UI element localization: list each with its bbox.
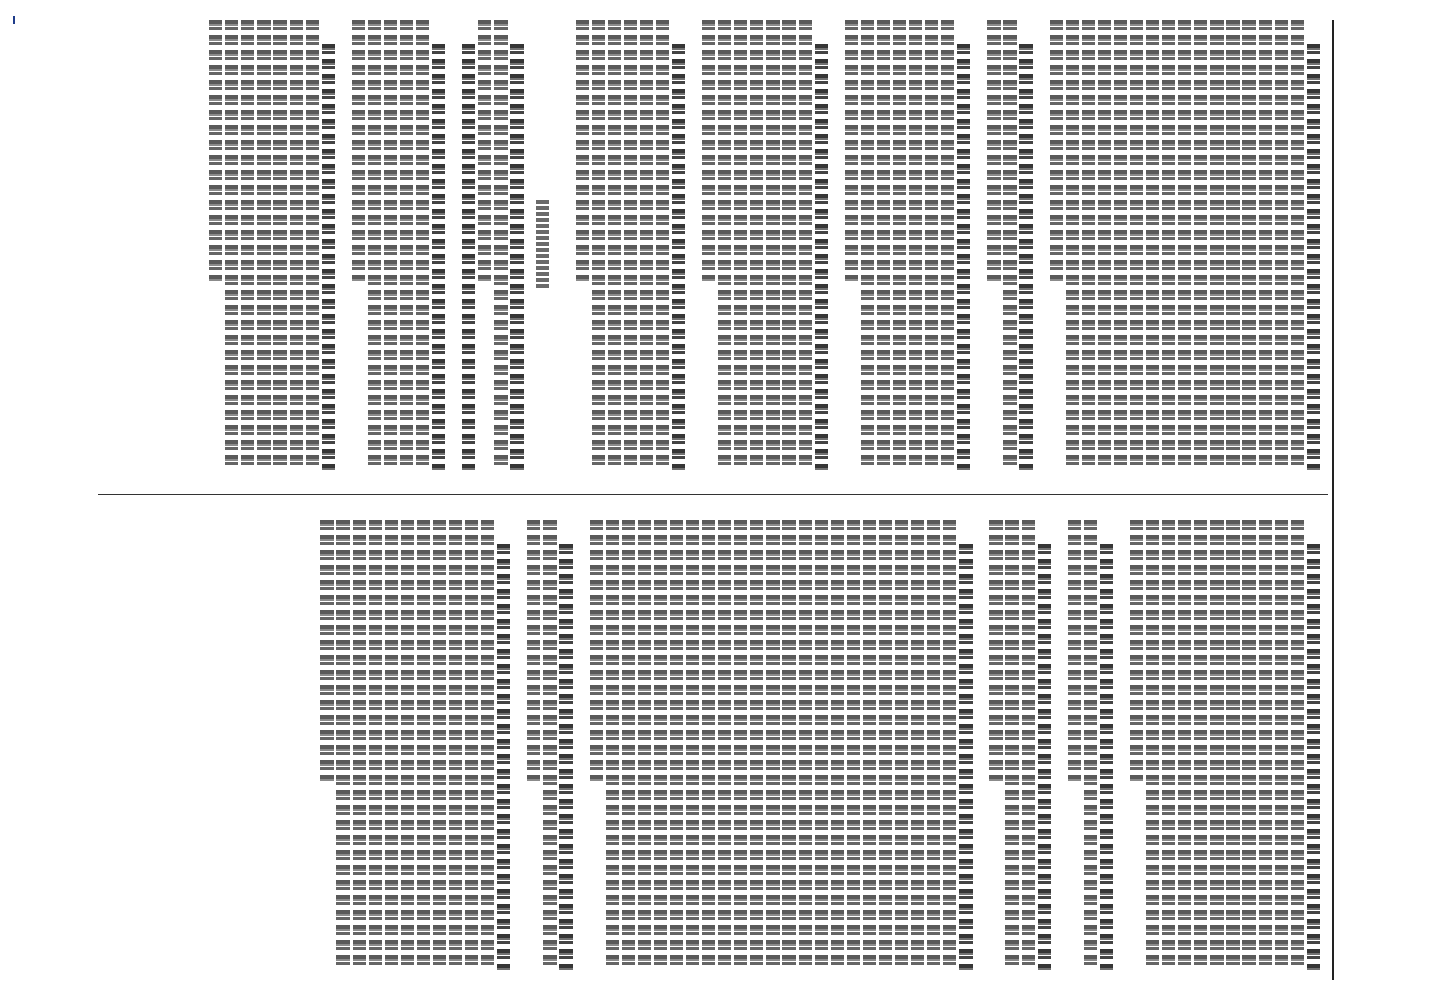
paragraph-gap — [1051, 520, 1065, 970]
text-line — [1291, 520, 1304, 970]
text-line — [449, 520, 462, 970]
paragraph — [1050, 20, 1320, 470]
text-line — [847, 520, 860, 970]
text-line — [734, 520, 747, 970]
paragraph-gap — [573, 520, 587, 970]
text-line — [1003, 20, 1016, 470]
text-line — [718, 20, 731, 470]
text-line — [1210, 20, 1223, 470]
text-line — [465, 520, 478, 970]
text-line — [1275, 520, 1288, 970]
text-line — [831, 520, 844, 970]
text-line — [320, 520, 333, 781]
text-line — [257, 20, 270, 470]
paragraph — [527, 520, 572, 970]
text-line — [1146, 20, 1159, 470]
text-line — [1307, 544, 1320, 970]
text-line — [353, 520, 366, 970]
text-line — [384, 20, 397, 470]
paragraph-gap — [973, 520, 987, 970]
paragraph — [462, 20, 475, 470]
left-text-column — [105, 20, 1320, 470]
text-line — [959, 544, 972, 970]
text-line — [656, 20, 669, 470]
text-line — [640, 20, 653, 470]
text-line — [766, 520, 779, 970]
text-line — [543, 520, 556, 970]
text-line — [1082, 20, 1095, 470]
text-line — [606, 520, 619, 970]
text-line — [845, 20, 858, 281]
dfg-logo-icon — [13, 16, 15, 24]
text-line — [1005, 520, 1018, 970]
text-line — [527, 520, 540, 781]
text-line — [290, 20, 303, 470]
paragraph-gap — [685, 20, 699, 470]
text-line — [241, 20, 254, 470]
text-line — [1259, 520, 1272, 970]
text-line — [702, 20, 715, 281]
text-line — [654, 520, 667, 970]
text-line — [225, 20, 238, 470]
paragraph-gap — [1033, 20, 1047, 470]
text-line — [702, 520, 715, 970]
centered-note-line — [536, 200, 549, 290]
text-line — [1114, 20, 1127, 470]
paragraph-gap — [445, 20, 459, 470]
paragraph — [702, 20, 828, 470]
text-line — [957, 44, 970, 470]
text-line — [1084, 520, 1097, 970]
text-line — [209, 20, 222, 281]
text-line — [1022, 520, 1035, 970]
text-line — [925, 20, 938, 470]
text-line — [1178, 520, 1191, 970]
text-line — [670, 520, 683, 970]
text-line — [799, 20, 812, 470]
text-line — [815, 44, 828, 470]
paragraph — [209, 20, 335, 470]
paragraph — [320, 520, 510, 970]
text-line — [718, 520, 731, 970]
text-line — [416, 20, 429, 470]
text-line — [799, 520, 812, 970]
text-line — [481, 520, 494, 970]
text-line — [686, 520, 699, 970]
paragraph — [987, 20, 1032, 470]
text-line — [1178, 20, 1191, 470]
text-line — [861, 20, 874, 470]
text-line — [1100, 544, 1113, 970]
text-line — [1019, 44, 1032, 470]
text-line — [1038, 544, 1051, 970]
text-line — [1050, 20, 1063, 281]
text-line — [1066, 20, 1079, 470]
text-line — [911, 520, 924, 970]
text-line — [1068, 520, 1081, 781]
paragraph-gap — [335, 20, 349, 470]
text-line — [1130, 20, 1143, 470]
text-line — [494, 20, 507, 470]
text-line — [863, 520, 876, 970]
text-line — [893, 20, 906, 470]
paragraph — [989, 520, 1050, 970]
text-line — [1259, 20, 1272, 470]
text-line — [879, 520, 892, 970]
text-line — [590, 520, 603, 781]
text-line — [1194, 520, 1207, 970]
text-line — [1226, 20, 1239, 470]
paragraph — [1068, 520, 1113, 970]
text-line — [895, 520, 908, 970]
paragraph — [845, 20, 971, 470]
text-line — [352, 20, 365, 281]
text-line — [782, 520, 795, 970]
text-line — [750, 520, 763, 970]
text-line — [987, 20, 1000, 281]
text-line — [927, 520, 940, 970]
paragraph-gap — [970, 20, 984, 470]
text-line — [989, 520, 1002, 781]
text-line — [1210, 520, 1223, 970]
text-line — [943, 520, 956, 970]
text-line — [1162, 20, 1175, 470]
text-line — [1243, 20, 1256, 470]
text-line — [497, 544, 510, 970]
text-line — [368, 20, 381, 470]
paragraph-gap — [828, 20, 842, 470]
text-line — [909, 20, 922, 470]
text-line — [766, 20, 779, 470]
text-line — [273, 20, 286, 470]
text-line — [941, 20, 954, 470]
text-line — [1146, 520, 1159, 970]
text-line — [401, 520, 414, 970]
text-line — [510, 44, 523, 470]
text-line — [782, 20, 795, 470]
text-line — [1226, 520, 1239, 970]
paragraph-gap — [510, 520, 524, 970]
paragraph-gap — [1113, 520, 1127, 970]
text-line — [336, 520, 349, 970]
text-line — [433, 520, 446, 970]
text-line — [815, 520, 828, 970]
header-rule — [1332, 20, 1334, 980]
text-line — [672, 44, 685, 470]
text-line — [1162, 520, 1175, 970]
text-line — [638, 520, 651, 970]
text-line — [734, 20, 747, 470]
paragraph — [590, 520, 973, 970]
text-line — [1291, 20, 1304, 470]
text-line — [462, 44, 475, 470]
text-line — [559, 544, 572, 970]
text-line — [400, 20, 413, 470]
paragraph-gap — [559, 20, 573, 470]
text-line — [369, 520, 382, 970]
text-line — [608, 20, 621, 470]
text-line — [417, 520, 430, 970]
text-line — [592, 20, 605, 470]
digitization-credit — [10, 10, 24, 990]
text-line — [1130, 520, 1143, 781]
text-line — [1098, 20, 1111, 470]
text-line — [624, 20, 637, 470]
paragraph — [478, 20, 523, 470]
paragraph — [352, 20, 446, 470]
text-line — [1275, 20, 1288, 470]
text-line — [306, 20, 319, 470]
text-line — [1243, 520, 1256, 970]
text-line — [432, 44, 445, 470]
paragraph — [1130, 520, 1320, 970]
text-line — [385, 520, 398, 970]
text-line — [1307, 44, 1320, 470]
text-line — [322, 44, 335, 470]
text-line — [877, 20, 890, 470]
text-line — [576, 20, 589, 281]
text-line — [478, 20, 491, 281]
right-text-column — [105, 520, 1320, 970]
text-line — [750, 20, 763, 470]
column-divider — [98, 494, 1328, 495]
text-line — [622, 520, 635, 970]
paragraph — [576, 20, 686, 470]
text-line — [1194, 20, 1207, 470]
